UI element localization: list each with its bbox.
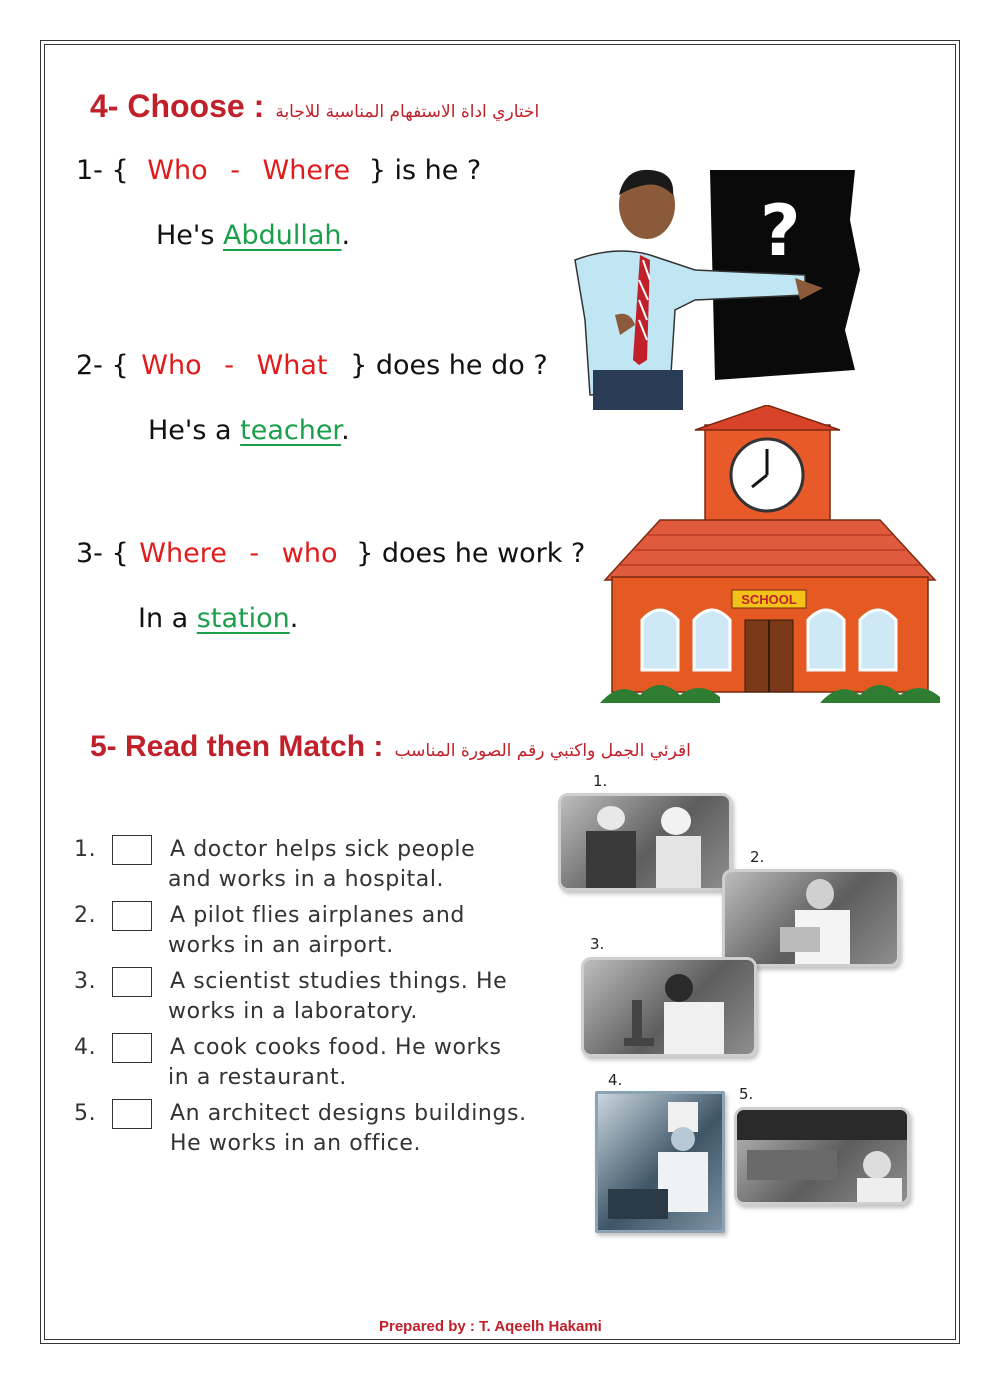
question-1-number: 1- { <box>76 155 129 186</box>
match-item-3-checkbox[interactable] <box>112 967 152 997</box>
match-item-3-line2: works in a laboratory. <box>168 999 418 1024</box>
match-item-1-checkbox[interactable] <box>112 835 152 865</box>
match-item-5-checkbox[interactable] <box>112 1099 152 1129</box>
school-illustration <box>600 405 940 703</box>
photo-4-image <box>598 1094 722 1230</box>
answer-2-period: . <box>341 415 350 446</box>
photo-3-label: 3. <box>590 935 605 953</box>
question-3-option-2[interactable]: who <box>281 538 338 569</box>
answer-3-prefix: In a <box>138 603 197 634</box>
match-item-1-number: 1. <box>74 837 97 862</box>
question-3-dash: - <box>249 538 260 569</box>
photo-5-pilot[interactable] <box>734 1107 910 1205</box>
question-1 <box>76 155 481 186</box>
question-1-option-1[interactable]: Who <box>147 155 208 186</box>
match-item-1-line1: A doctor helps sick people <box>170 837 476 862</box>
question-2-dash: - <box>224 350 234 381</box>
match-item-4-line2: in a restaurant. <box>168 1065 347 1090</box>
match-item-3-line1: A scientist studies things. He <box>170 969 508 994</box>
answer-1-period: . <box>341 220 351 251</box>
answer-1 <box>156 220 350 251</box>
answer-3-word: station <box>196 603 290 634</box>
section4-title: 4- Choose : <box>90 88 265 124</box>
answer-1-word: Abdullah <box>223 220 342 251</box>
answer-2-prefix: He's a <box>148 415 241 446</box>
match-item-1-line2: and works in a hospital. <box>168 867 445 892</box>
school-sign-text: SCHOOL <box>741 592 797 607</box>
answer-2 <box>148 415 350 446</box>
photo-4-label: 4. <box>608 1071 623 1089</box>
photo-2-label: 2. <box>750 848 765 866</box>
section4-heading <box>90 88 539 125</box>
match-item-2-line1: A pilot flies airplanes and <box>170 903 465 928</box>
section5-heading <box>90 730 691 764</box>
section5-title: 5- Read then Match : <box>90 730 384 763</box>
section5-arabic-instruction: اقرئي الجمل واكتبي رقم الصورة المناسب <box>394 741 691 761</box>
question-2-option-1[interactable]: Who <box>141 350 202 381</box>
answer-3 <box>138 603 298 634</box>
question-1-rest: } is he ? <box>368 155 482 186</box>
answer-2-word: teacher <box>240 415 342 446</box>
question-3 <box>76 538 585 569</box>
match-item-3-number: 3. <box>74 969 97 994</box>
question-mark-text: ? <box>760 190 801 272</box>
teacher-illustration <box>555 160 865 410</box>
match-item-5-line1: An architect designs buildings. <box>170 1101 527 1126</box>
match-item-2-checkbox[interactable] <box>112 901 152 931</box>
photo-5-label: 5. <box>739 1085 754 1103</box>
match-item-4-line1: A cook cooks food. He works <box>170 1035 502 1060</box>
photo-1-architects[interactable] <box>558 793 732 891</box>
question-3-number: 3- { <box>76 538 129 569</box>
match-item-2-number: 2. <box>74 903 97 928</box>
match-item-2-line2: works in an airport. <box>168 933 394 958</box>
photo-2-image <box>725 872 897 964</box>
photo-1-image <box>561 796 729 888</box>
footer-credit: Prepared by : T. Aqeelh Hakami <box>379 1318 602 1335</box>
photo-2-doctor[interactable] <box>722 869 900 967</box>
question-2-rest: } does he do ? <box>350 350 548 381</box>
answer-1-prefix: He's <box>156 220 223 251</box>
photo-3-scientist[interactable] <box>581 957 757 1057</box>
section4-arabic-instruction: اختاري اداة الاستفهام المناسبة للاجابة <box>275 102 540 122</box>
match-item-5-number: 5. <box>74 1101 97 1126</box>
answer-3-period: . <box>289 603 299 634</box>
question-2-number: 2- { <box>76 350 129 381</box>
photo-5-image <box>737 1110 907 1202</box>
photo-1-label: 1. <box>593 772 608 790</box>
match-item-5-line2: He works in an office. <box>170 1131 422 1156</box>
question-2-option-2[interactable]: What <box>256 350 328 381</box>
photo-3-image <box>584 960 754 1054</box>
question-1-dash: - <box>230 155 240 186</box>
match-item-4-number: 4. <box>74 1035 97 1060</box>
question-1-option-2[interactable]: Where <box>262 155 351 186</box>
match-item-4-checkbox[interactable] <box>112 1033 152 1063</box>
question-2 <box>76 350 548 381</box>
question-3-rest: } does he work ? <box>356 538 586 569</box>
photo-4-cook[interactable] <box>595 1091 725 1233</box>
question-3-option-1[interactable]: Where <box>139 538 227 569</box>
